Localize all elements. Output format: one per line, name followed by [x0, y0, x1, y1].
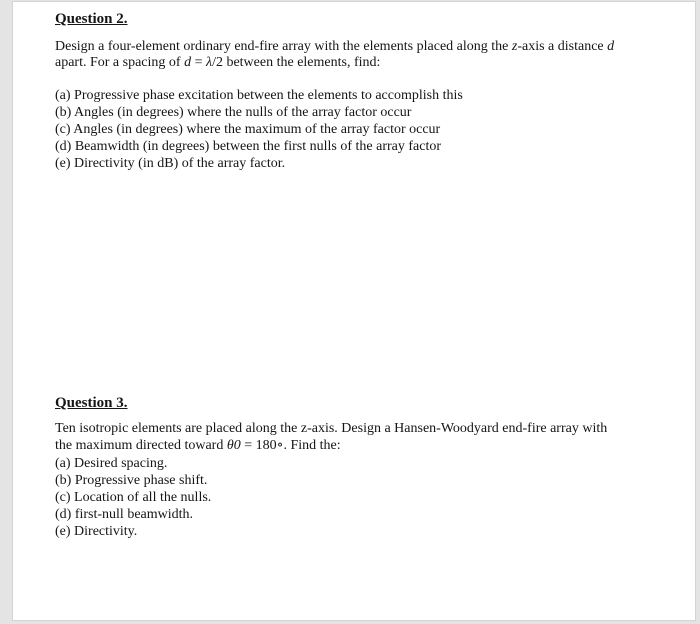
- q2-intro1-mid: -axis a distance: [517, 39, 608, 54]
- q2-intro1-pre: Design a four-element ordinary end-fire array with the elements placed along the: [55, 39, 512, 54]
- q2-intro2-pre: apart. For a spacing of: [55, 55, 185, 70]
- question-2-part-b: (b) Angles (in degrees) where the nulls of the array factor occur: [55, 105, 412, 120]
- document-page: [13, 2, 695, 620]
- q2-intro1-d: d: [607, 39, 615, 54]
- question-2-intro-line-2: [55, 54, 380, 71]
- question-2-intro-line-1: [55, 38, 614, 55]
- question-3-intro-line-2: [55, 437, 341, 454]
- question-2-heading: Question 2.: [55, 11, 128, 27]
- q2-intro1-z: z: [511, 39, 518, 54]
- q2-intro2-d: d: [184, 55, 192, 70]
- q2-intro2-lambda: λ: [205, 55, 213, 70]
- q3-intro2-post: = 180∘. Find the:: [240, 438, 341, 453]
- q3-intro2-theta: θ0: [226, 438, 241, 453]
- q2-intro2-eq: =: [191, 55, 206, 70]
- question-3-intro-line-1: Ten isotropic elements are placed along the z-axis. Design a Hansen-Woodyard end-fire array with: [55, 421, 608, 436]
- q3-intro2-pre: the maximum directed toward: [55, 438, 227, 453]
- question-3-part-a: (a) Desired spacing.: [55, 456, 168, 471]
- question-3-part-c: (c) Location of all the nulls.: [55, 490, 212, 505]
- question-2-part-c: (c) Angles (in degrees) where the maximum of the array factor occur: [55, 122, 441, 137]
- q2-intro2-post: /2 between the elements, find:: [212, 55, 381, 70]
- question-3-part-b: (b) Progressive phase shift.: [55, 473, 208, 488]
- question-3-part-e: (e) Directivity.: [55, 524, 138, 539]
- question-3-part-d: (d) first-null beamwidth.: [55, 507, 194, 522]
- question-3-heading: Question 3.: [55, 395, 128, 411]
- question-2-part-d: (d) Beamwidth (in degrees) between the first nulls of the array factor: [55, 139, 442, 154]
- question-2-part-a: (a) Progressive phase excitation between the elements to accomplish this: [55, 88, 463, 103]
- question-2-part-e: (e) Directivity (in dB) of the array factor.: [55, 156, 286, 171]
